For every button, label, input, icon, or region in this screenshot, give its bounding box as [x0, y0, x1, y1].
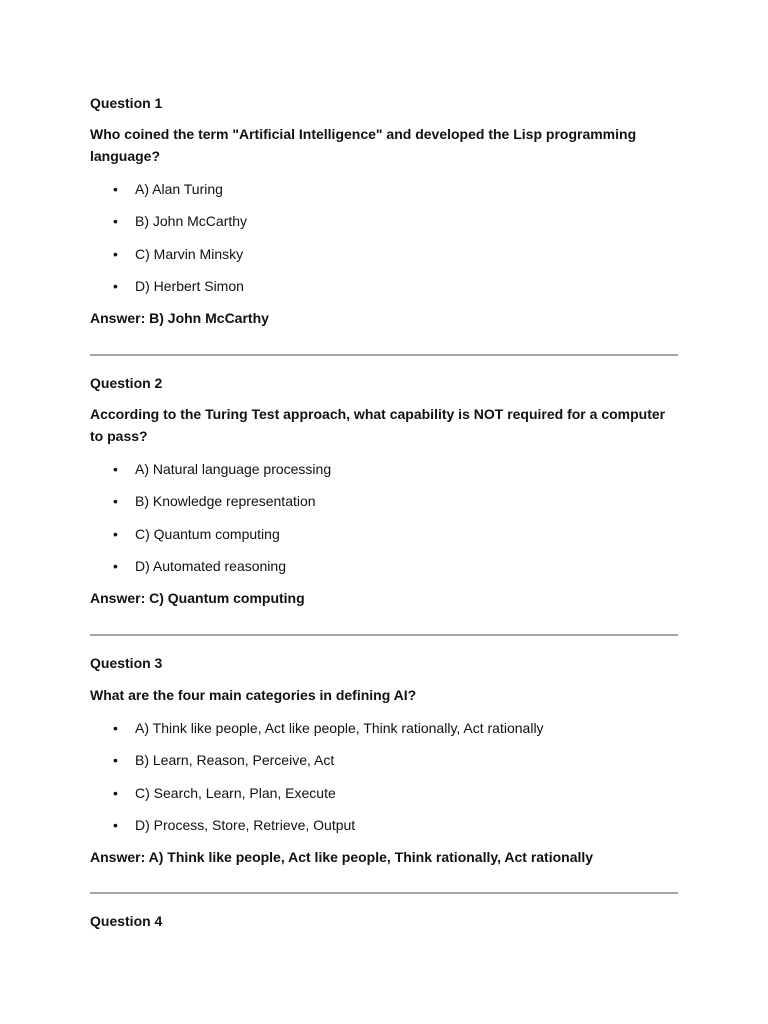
option-label: D) Herbert Simon — [135, 278, 244, 295]
bullet-icon: • — [113, 278, 118, 295]
question-2 — [90, 374, 680, 606]
option-label: C) Search, Learn, Plan, Execute — [135, 784, 336, 801]
bullet-icon: • — [113, 493, 118, 510]
answer-text: Answer: A) Think like people, Act like people, Think rationally, Act rationally — [90, 849, 594, 865]
question-title: Question 2 — [90, 375, 163, 391]
option-list — [90, 460, 680, 590]
bullet-icon: • — [113, 558, 118, 575]
option-label: B) Knowledge representation — [135, 493, 316, 510]
bullet-icon: • — [113, 245, 118, 262]
section-divider — [90, 634, 678, 636]
section-divider — [90, 354, 678, 356]
question-title: Question 3 — [90, 655, 163, 671]
question-1 — [90, 94, 680, 326]
option-b — [90, 492, 680, 524]
bullet-icon: • — [113, 461, 118, 477]
bullet-icon: • — [113, 784, 118, 801]
question-title: Question 1 — [90, 95, 163, 111]
question-text: Who coined the term "Artificial Intelligence" and developed the Lisp programming language? — [90, 126, 637, 164]
bullet-icon: • — [113, 817, 118, 834]
option-a — [90, 460, 680, 492]
option-a — [90, 180, 680, 212]
bullet-icon: • — [113, 181, 118, 197]
question-title: Question 4 — [90, 913, 163, 929]
option-label: A) Think like people, Act like people, Think rationally, Act rationally — [135, 720, 544, 736]
option-b — [90, 212, 680, 244]
bullet-icon: • — [113, 752, 118, 769]
option-label: D) Automated reasoning — [135, 558, 286, 575]
bullet-icon: • — [113, 720, 118, 736]
question-text: According to the Turing Test approach, what capability is NOT required for a computer to pass? — [90, 406, 666, 444]
option-d — [90, 816, 680, 848]
question-4 — [90, 912, 680, 930]
option-a — [90, 719, 680, 751]
option-c — [90, 245, 680, 277]
section-divider — [90, 892, 678, 894]
option-c — [90, 525, 680, 557]
option-label: D) Process, Store, Retrieve, Output — [135, 817, 356, 834]
option-b — [90, 751, 680, 783]
option-d — [90, 277, 680, 309]
option-label: C) Quantum computing — [135, 525, 280, 542]
bullet-icon: • — [113, 213, 118, 230]
option-label: B) Learn, Reason, Perceive, Act — [135, 752, 335, 769]
option-label: A) Alan Turing — [135, 181, 223, 197]
option-c — [90, 784, 680, 816]
question-3 — [90, 654, 680, 865]
option-d — [90, 557, 680, 589]
answer-text: Answer: B) John McCarthy — [90, 310, 269, 326]
option-label: B) John McCarthy — [135, 213, 248, 230]
answer-text: Answer: C) Quantum computing — [90, 590, 305, 606]
option-label: C) Marvin Minsky — [135, 245, 244, 262]
option-label: A) Natural language processing — [135, 461, 332, 477]
option-list — [90, 180, 680, 310]
option-list — [90, 719, 680, 849]
question-text: What are the four main categories in defining AI? — [90, 687, 417, 703]
bullet-icon: • — [113, 525, 118, 542]
